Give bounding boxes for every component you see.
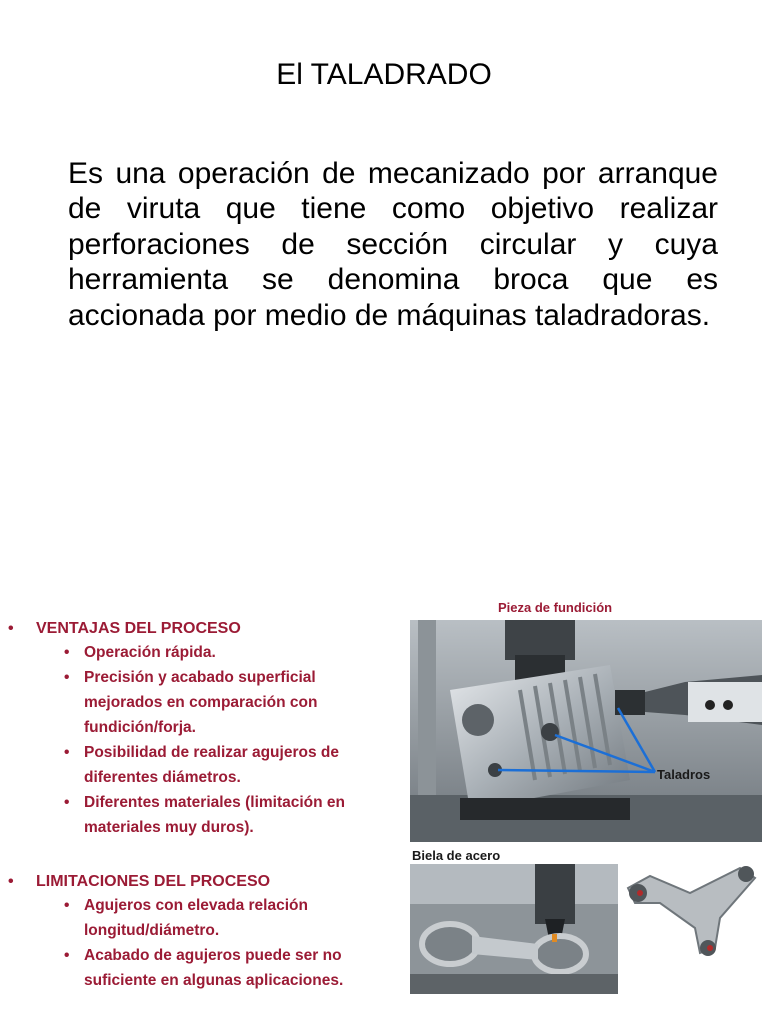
cylinder-head-photo: [410, 620, 762, 842]
bullet-icon: •: [8, 620, 14, 637]
limitations-section: [8, 873, 394, 993]
casting-caption: Pieza de fundición: [498, 600, 613, 615]
intro-paragraph: Es una operación de mecanizado por arranque de viruta que tiene como objetivo realizar perforaciones de sección circular y cuya herramienta se denomina broca que es accionada por medio de máquinas taladradoras.: [68, 157, 718, 332]
advantages-heading: VENTAJAS DEL PROCESO: [36, 620, 241, 637]
page-title: El TALADRADO: [276, 58, 492, 91]
limitations-heading: LIMITACIONES DEL PROCESO: [36, 873, 271, 890]
list-item: • Acabado de agujeros puede ser no suficiente en algunas aplicaciones.: [64, 947, 344, 989]
holes-label: Taladros: [657, 767, 711, 782]
control-arm-photo: [620, 848, 764, 968]
bullet-icon: •: [8, 873, 14, 890]
advantages-section: [8, 620, 394, 840]
list-item: • Agujeros con elevada relación longitud/diámetro.: [64, 897, 308, 939]
rod-caption: Biela de acero: [412, 848, 501, 863]
list-item: • Posibilidad de realizar agujeros de diferentes diámetros.: [64, 744, 339, 786]
list-item: • Diferentes materiales (limitación en materiales muy duros).: [64, 794, 346, 836]
list-item: • Operación rápida.: [64, 644, 216, 661]
connecting-rod-photo: [410, 864, 618, 994]
list-item: • Precisión y acabado superficial mejorados en comparación con fundición/forja.: [64, 669, 318, 736]
